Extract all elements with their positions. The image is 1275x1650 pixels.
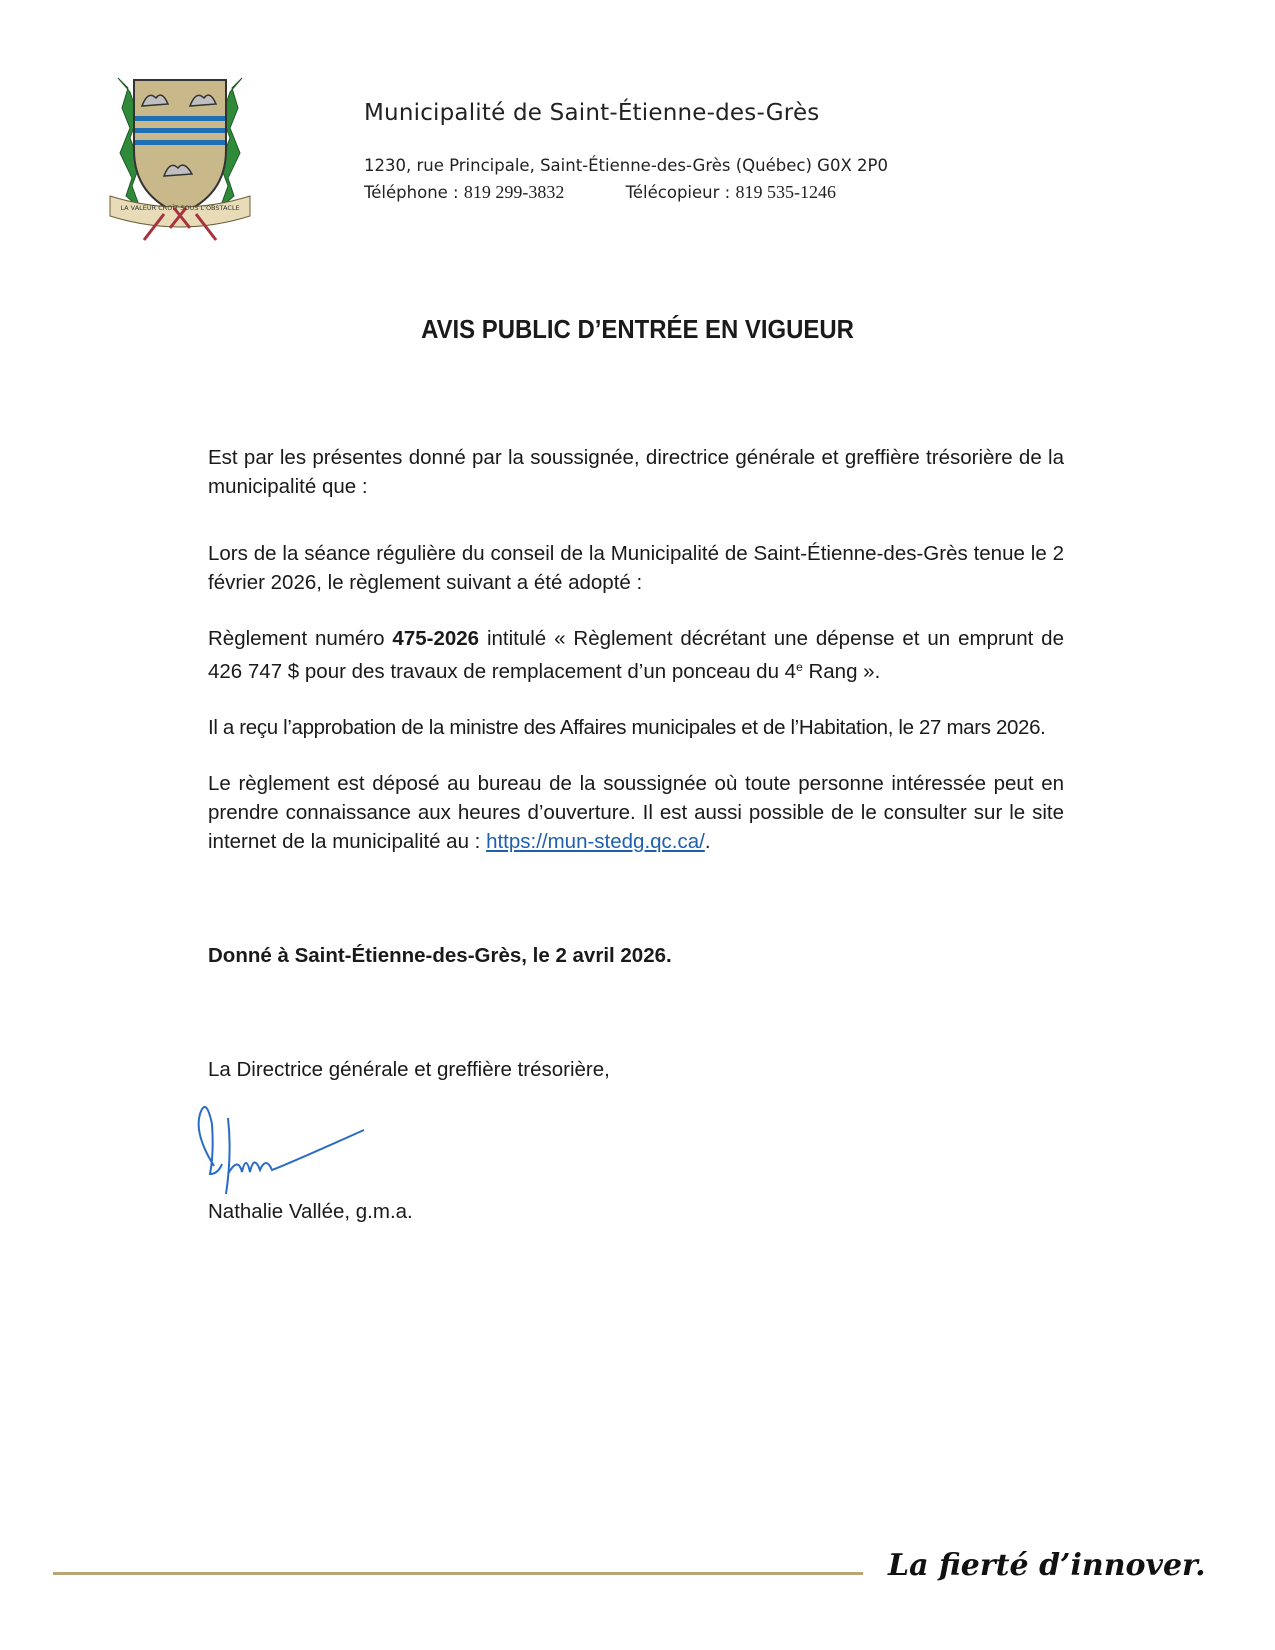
notice-title: AVIS PUBLIC D’ENTRÉE EN VIGUEUR <box>421 314 854 344</box>
phone-label: Téléphone : <box>364 183 459 202</box>
approval-paragraph: Il a reçu l’approbation de la ministre des Affaires municipales et de l’Habitation, le 27 mars 2026. <box>208 716 1046 739</box>
address: 1230, rue Principale, Saint-Étienne-des-Grès (Québec) G0X 2P0 <box>364 156 888 175</box>
fax-number: 819 535-1246 <box>735 182 836 202</box>
footer-motto: La fierté d’innover. <box>888 1548 1206 1583</box>
footer-rule <box>53 1572 863 1575</box>
deposit-text: Le règlement est déposé au bureau de la soussignée où toute personne intéressée peut en prendre connaissance aux heures d’ouverture. Il est aussi possible de le consulter sur le site internet de la municipalité au : <box>208 772 1064 853</box>
deposit-paragraph <box>208 769 1064 856</box>
intro-paragraph: Est par les présentes donné par la soussignée, directrice générale et greffière trésorière de la municipalité que : <box>208 446 1064 498</box>
crest-motto: LA VALEUR CROÎT SOUS L'OBSTACLE <box>120 204 240 212</box>
deposit-end: . <box>704 830 711 853</box>
website-link[interactable]: https://mun-stedg.qc.ca/ <box>486 830 705 853</box>
municipal-crest-logo <box>104 68 256 246</box>
organization-name: Municipalité de Saint-Étienne-des-Grès <box>364 100 820 126</box>
contact-line <box>364 179 888 206</box>
fax-label: Télécopieur : <box>625 183 731 202</box>
contact-block <box>364 153 888 206</box>
handwritten-signature <box>188 1094 388 1214</box>
notice-body <box>208 443 1064 856</box>
bylaw-title-end: Rang ». <box>802 660 881 683</box>
bylaw-prefix: Règlement numéro <box>208 627 393 650</box>
signer-name: Nathalie Vallée, g.m.a. <box>208 1200 413 1223</box>
bylaw-paragraph <box>208 624 1064 686</box>
given-date-line: Donné à Saint-Étienne-des-Grès, le 2 avril 2026. <box>208 944 672 967</box>
bylaw-title: intitulé « Règlement décrétant une dépense et un emprunt de 426 747 $ pour des travaux de remplacement d’un ponceau du 4 <box>208 627 1064 683</box>
ordinal-suffix: e <box>796 660 803 674</box>
signer-role: La Directrice générale et greffière trésorière, <box>208 1058 610 1081</box>
adoption-paragraph: Lors de la séance régulière du conseil de la Municipalité de Saint-Étienne-des-Grès tenue le 2 février 2026, le règlement suivant a été adopté : <box>208 542 1064 594</box>
bylaw-number: 475-2026 <box>392 627 480 650</box>
phone-number: 819 299-3832 <box>463 182 565 202</box>
